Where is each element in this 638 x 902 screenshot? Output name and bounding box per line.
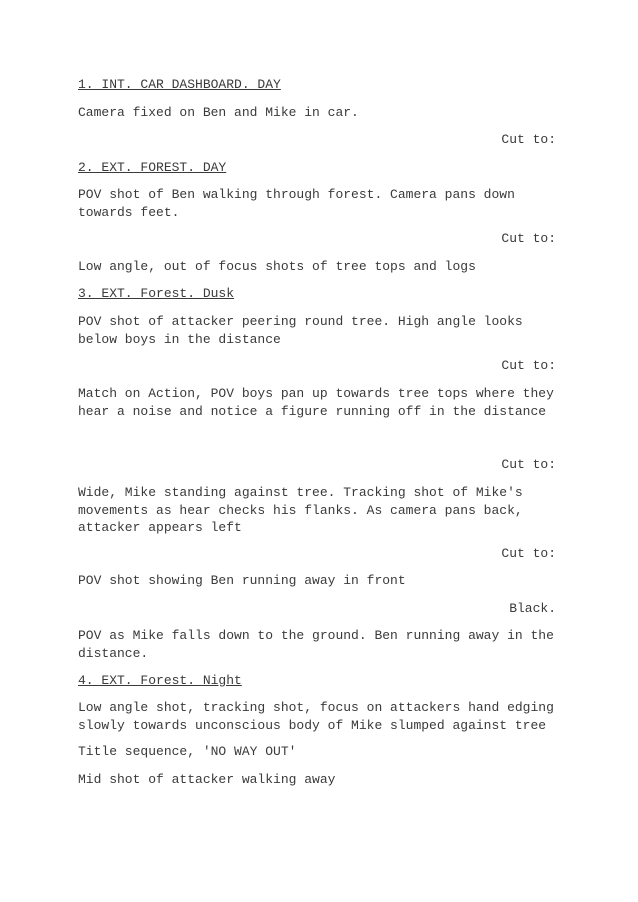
scene-heading-4: 4. EXT. Forest. Night: [78, 673, 242, 688]
action-line: movements as hear checks his flanks. As camera pans back,: [78, 502, 523, 518]
transition-cut-to: Cut to:: [501, 546, 556, 561]
action-line: Mid shot of attacker walking away: [78, 772, 336, 787]
action-line: Camera fixed on Ben and Mike in car.: [78, 105, 359, 120]
action-line: POV shot showing Ben running away in front: [78, 573, 406, 588]
action-line: towards feet.: [78, 204, 180, 220]
action-line: Low angle shot, tracking shot, focus on attackers hand edging: [78, 700, 554, 715]
action-line: Low angle, out of focus shots of tree tops and logs: [78, 259, 476, 274]
action-paragraph: [78, 699, 558, 734]
action-line: Title sequence, 'NO WAY OUT': [78, 744, 297, 759]
action-line: distance.: [78, 645, 149, 661]
action-line: Wide, Mike standing against tree. Tracking shot of Mike's: [78, 485, 523, 500]
action-line: POV shot of attacker peering round tree. High angle looks: [78, 314, 523, 329]
action-line: attacker appears left: [78, 520, 242, 535]
scene-heading-2: 2. EXT. FOREST. DAY: [78, 160, 227, 175]
action-line: POV as Mike falls down to the ground. Ben running away in the: [78, 628, 554, 643]
transition-cut-to: Cut to:: [501, 231, 556, 246]
transition-black: Black.: [509, 601, 556, 616]
action-line: POV shot of Ben walking through forest. Camera pans down: [78, 187, 515, 202]
action-paragraph: [78, 385, 558, 420]
action-paragraph: [78, 627, 558, 662]
action-line: below boys in the distance: [78, 331, 281, 347]
transition-cut-to: Cut to:: [501, 457, 556, 472]
scene-heading-1: 1. INT. CAR DASHBOARD. DAY: [78, 77, 281, 92]
action-line: slowly towards unconscious body of Mike slumped against tree: [78, 717, 547, 733]
action-paragraph: [78, 484, 558, 537]
transition-cut-to: Cut to:: [501, 132, 556, 147]
action-line: Match on Action, POV boys pan up towards tree tops where they: [78, 386, 554, 401]
action-paragraph: [78, 186, 558, 221]
scene-heading-3: 3. EXT. Forest. Dusk: [78, 286, 235, 301]
action-paragraph: [78, 313, 558, 348]
transition-cut-to: Cut to:: [501, 358, 556, 373]
action-line: hear a noise and notice a figure running off in the distance: [78, 403, 547, 419]
